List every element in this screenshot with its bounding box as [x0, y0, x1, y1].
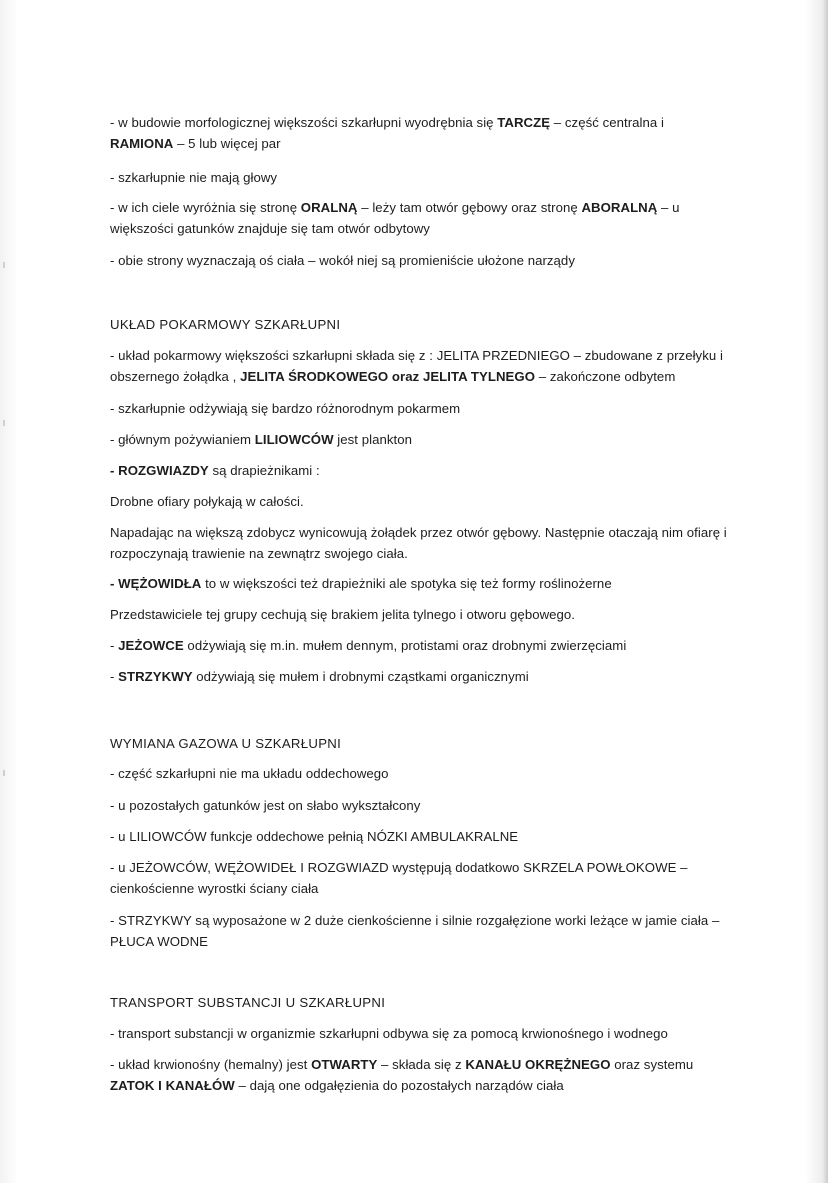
gas-paragraph-4: - u JEŻOWCÓW, WĘŻOWIDEŁ I ROZGWIAZD występują dodatkowo SKRZELA POWŁOKOWE – cienkościenne wyrostki ściany ciała [110, 860, 688, 896]
transport-paragraph-1: - transport substancji w organizmie szkarłupni odbywa się za pomocą krwionośnego i wodnego [110, 1026, 668, 1041]
scan-artifact [3, 770, 5, 776]
gas-paragraph-2: - u pozostałych gatunków jest on słabo wykształcony [110, 798, 421, 813]
transport-paragraph-2: - układ krwionośny (hemalny) jest OTWARTY – składa się z KANAŁU OKRĘŻNEGO oraz systemu ZATOK I KANAŁÓW – dają one odgałęzienia do pozostałych narządów ciała [110, 1057, 694, 1093]
digestive-paragraph-8: Przedstawiciele tej grupy cechują się brakiem jelita tylnego i otworu gębowego. [110, 607, 576, 622]
page-edge-shadow [822, 0, 828, 1183]
digestive-paragraph-9: - JEŻOWCE odżywiają się m.in. mułem dennym, protistami oraz drobnymi zwierzęciami [110, 638, 627, 653]
gas-paragraph-5: - STRZYKWY są wyposażone w 2 duże cienkościenne i silnie rozgałęzione worki leżące w jamie ciała – PŁUCA WODNE [110, 913, 720, 949]
digestive-heading: UKŁAD POKARMOWY SZKARŁUPNI [110, 317, 341, 332]
digestive-paragraph-1: - układ pokarmowy większości szkarłupni składa się z : JELITA PRZEDNIEGO – zbudowane z przełyku i obszernego żołądka , JELITA ŚRODKOWEGO oraz JELITA TYLNEGO – zakończone odbytem [110, 348, 723, 384]
intro-section [110, 112, 730, 154]
intro-paragraph-2: - szkarłupnie nie mają głowy [110, 170, 278, 185]
gas-paragraph-1: - część szkarłupni nie ma układu oddechowego [110, 766, 389, 781]
digestive-paragraph-5: Drobne ofiary połykają w całości. [110, 494, 304, 509]
intro-paragraph-4: - obie strony wyznaczają oś ciała – wokół niej są promieniście ułożone narządy [110, 253, 575, 268]
digestive-paragraph-4: - ROZGWIAZDY są drapieżnikami : [110, 463, 320, 478]
scan-artifact [3, 262, 5, 268]
intro-paragraph-1: - w budowie morfologicznej większości szkarłupni wyodrębnia się TARCZĘ – część centralna i RAMIONA – 5 lub więcej par [110, 115, 664, 151]
digestive-paragraph-10: - STRZYKWY odżywiają się mułem i drobnymi cząstkami organicznymi [110, 669, 529, 684]
gas-paragraph-3: - u LILIOWCÓW funkcje oddechowe pełnią NÓZKI AMBULAKRALNE [110, 829, 519, 844]
digestive-paragraph-3: - głównym pożywianiem LILIOWCÓW jest plankton [110, 432, 412, 447]
digestive-paragraph-6: Napadając na większą zdobycz wynicowują żołądek przez otwór gębowy. Następnie otaczają nim ofiarę i rozpoczynają trawienie na zewnątrz swojego ciała. [110, 525, 727, 561]
intro-paragraph-3: - w ich ciele wyróżnia się stronę ORALNĄ – leży tam otwór gębowy oraz stronę ABORALNĄ – u większości gatunków znajduje się tam otwór odbytowy [110, 200, 680, 236]
scan-artifact [3, 420, 5, 426]
transport-heading: TRANSPORT SUBSTANCJI U SZKARŁUPNI [110, 995, 386, 1010]
digestive-paragraph-7: - WĘŻOWIDŁA to w większości też drapieżniki ale spotyka się też formy roślinożerne [110, 576, 612, 591]
digestive-paragraph-2: - szkarłupnie odżywiają się bardzo różnorodnym pokarmem [110, 401, 461, 416]
gas-exchange-heading: WYMIANA GAZOWA U SZKARŁUPNI [110, 736, 342, 751]
